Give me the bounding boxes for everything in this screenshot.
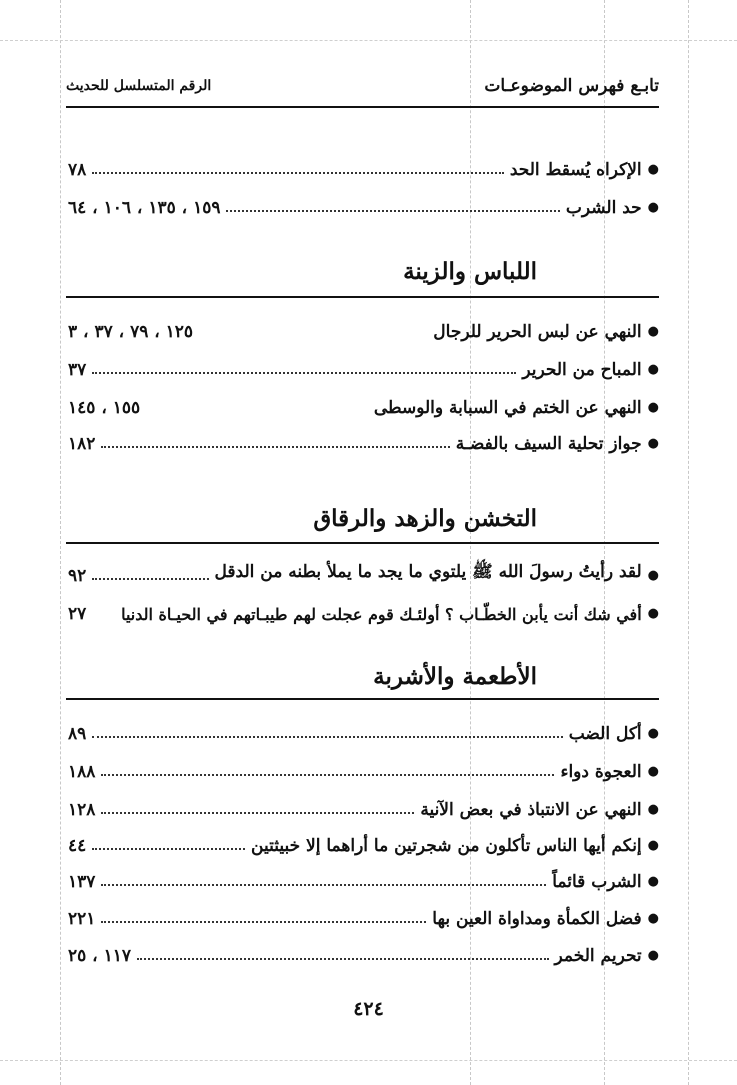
index-entry — [66, 556, 659, 586]
entry-numbers: ٢٢١ — [68, 909, 96, 929]
leader-dots — [101, 774, 554, 776]
entry-title: فضل الكمأة ومداواة العين بها — [432, 909, 642, 929]
section-rule — [66, 296, 659, 298]
bullet-icon: ● — [647, 436, 659, 451]
leader-dots — [226, 210, 559, 212]
leader-dots — [199, 334, 427, 336]
index-entry — [66, 594, 659, 624]
index-entry — [66, 312, 659, 342]
index-entry — [66, 790, 659, 820]
entry-numbers: ١٢٨ — [68, 800, 96, 820]
leader-dots — [92, 578, 208, 580]
bullet-icon: ● — [647, 948, 659, 963]
leader-dots — [92, 372, 516, 374]
leader-dots — [137, 958, 549, 960]
entry-title: الإكراه يُسقط الحد — [509, 160, 642, 180]
index-entry — [66, 424, 659, 454]
bullet-icon: ● — [647, 838, 659, 853]
section-rule — [66, 542, 659, 544]
entry-title: العجوة دواء — [560, 762, 642, 782]
index-entry — [66, 714, 659, 744]
leader-dots — [146, 410, 368, 412]
section-title: اللباس والزينة — [403, 258, 537, 285]
bullet-icon: ● — [647, 606, 659, 621]
entry-title: حد الشرب — [565, 198, 642, 218]
running-head — [66, 72, 659, 102]
bullet-icon: ● — [647, 874, 659, 889]
section-title: التخشن والزهد والرقاق — [313, 505, 537, 532]
entry-title: لقد رأيتُ رسولَ الله ﷺ يلتوي ما يجد ما يملأ بطنه من الدقل — [214, 562, 642, 582]
leader-dots — [88, 616, 119, 618]
bullet-icon: ● — [647, 400, 659, 415]
entry-title: تحريم الخمر — [554, 946, 642, 966]
bullet-icon: ● — [647, 764, 659, 779]
header-rule — [66, 106, 659, 108]
entry-numbers: ٩٢ — [68, 566, 87, 586]
entry-numbers: ١٨٢ — [68, 434, 96, 454]
bullet-icon: ● — [647, 200, 659, 215]
entry-numbers: ٧٨ — [68, 160, 87, 180]
leader-dots — [101, 446, 449, 448]
index-entry — [66, 188, 659, 218]
leader-dots — [92, 736, 562, 738]
leader-dots — [92, 848, 245, 850]
scan-guide-line — [0, 40, 737, 41]
entry-title: جواز تحلية السيف بالفضـة — [455, 434, 642, 454]
entry-numbers: ١١٧ ، ٢٥ — [68, 946, 131, 966]
entry-title: إنكم أيها الناس تأكلون من شجرتين ما أراهما إلا خبيثتين — [251, 836, 642, 856]
index-entry — [66, 899, 659, 929]
entry-title: المباح من الحرير — [522, 360, 642, 380]
entry-numbers: ٢٧ — [68, 604, 87, 624]
entry-numbers: ١٢٥ ، ٧٩ ، ٣٧ ، ٣ — [68, 322, 194, 342]
index-entry — [66, 862, 659, 892]
entry-numbers: ١٣٧ — [68, 872, 96, 892]
scan-guide-line — [688, 0, 689, 1085]
leader-dots — [92, 172, 504, 174]
leader-dots — [101, 921, 426, 923]
section-rule — [66, 698, 659, 700]
page-number: ٤٢٤ — [353, 998, 384, 1020]
entry-title: النهي عن لبس الحرير للرجال — [433, 322, 642, 342]
entry-numbers: ٤٤ — [68, 836, 87, 856]
index-entry — [66, 826, 659, 856]
scan-guide-line — [0, 1060, 737, 1061]
entry-numbers: ٣٧ — [68, 360, 87, 380]
header-subtitle: الرقم المتسلسل للحديث — [66, 78, 212, 94]
index-entry — [66, 936, 659, 966]
entry-title: النهي عن الانتباذ في بعض الآنية — [420, 800, 642, 820]
header-title: تابـع فهرس الموضوعـات — [484, 76, 659, 96]
leader-dots — [101, 884, 546, 886]
entry-title: الشرب قائماً — [552, 872, 642, 892]
bullet-icon: ● — [647, 362, 659, 377]
entry-title: النهي عن الختم في السبابة والوسطى — [373, 398, 642, 418]
entry-title: أفي شك أنت يأبن الخطّـاب ؟ أولئـك قوم عجلت لهم طيبـاتهم في الحيـاة الدنيا — [121, 605, 642, 624]
bullet-icon: ● — [647, 324, 659, 339]
entry-title: أكل الضب — [568, 724, 642, 744]
index-entry — [66, 350, 659, 380]
entry-numbers: ١٥٥ ، ١٤٥ — [68, 398, 141, 418]
index-entry — [66, 150, 659, 180]
index-entry — [66, 752, 659, 782]
entry-numbers: ١٥٩ ، ١٣٥ ، ١٠٦ ، ٦٤ — [68, 198, 221, 218]
bullet-icon: ● — [647, 162, 659, 177]
bullet-icon: ● — [647, 726, 659, 741]
bullet-icon: ● — [647, 911, 659, 926]
section-title: الأطعمة والأشربة — [373, 663, 537, 690]
entry-numbers: ١٨٨ — [68, 762, 96, 782]
scan-guide-line — [60, 0, 61, 1085]
index-entry — [66, 388, 659, 418]
bullet-icon: ● — [647, 568, 659, 583]
bullet-icon: ● — [647, 802, 659, 817]
leader-dots — [101, 812, 414, 814]
entry-numbers: ٨٩ — [68, 724, 87, 744]
